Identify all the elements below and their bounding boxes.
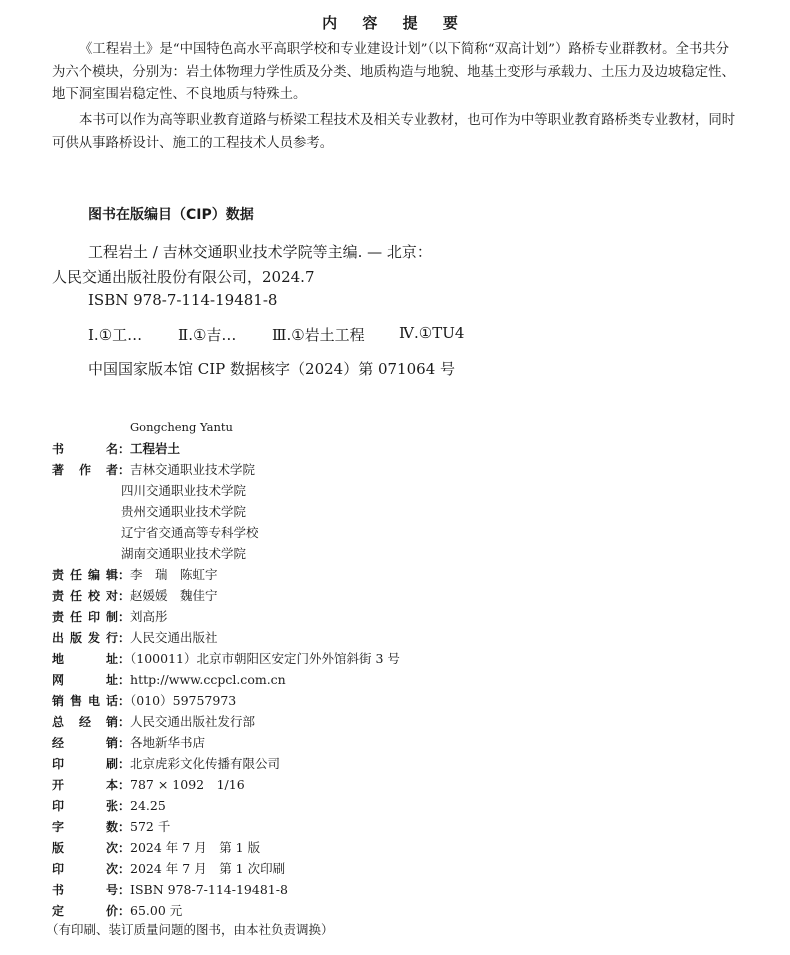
summary-paragraph xyxy=(52,110,742,155)
colophon-author: 辽宁省交通高等专科学校 xyxy=(121,525,259,540)
colophon-label: 印刷 xyxy=(52,757,118,771)
cip-heading: 图书在版编目（CIP）数据 xyxy=(88,207,254,223)
colophon-label: 印次 xyxy=(52,862,118,876)
cip-line-1: 工程岩土 / 吉林交通职业技术学院等主编. — 北京： xyxy=(88,243,432,261)
colophon-value: 人民交通出版社发行部 xyxy=(130,714,256,729)
book-title-pinyin: Gongcheng Yantu xyxy=(130,420,233,434)
colophon-label: 责任编辑 xyxy=(52,568,118,582)
colophon-row-title: 书名：工程岩土 xyxy=(52,438,180,459)
colophon-label: 经销 xyxy=(52,736,118,750)
colophon-value: （100011）北京市朝阳区安定门外外馆斜街 3 号 xyxy=(130,651,400,666)
website-link[interactable]: http://www.ccpcl.com.cn xyxy=(130,672,286,687)
cip-classification-4: Ⅳ.①TU4 xyxy=(399,324,465,342)
colophon-row-proofreader: 责任校对：赵媛媛 魏佳宁 xyxy=(52,585,218,606)
colophon-value: 24.25 xyxy=(130,798,166,813)
colophon-row-edition: 版次：2024 年 7 月 第 1 版 xyxy=(52,837,260,858)
colophon-label: 字数 xyxy=(52,820,118,834)
colophon-row-printer: 印刷：北京虎彩文化传播有限公司 xyxy=(52,753,280,774)
colophon-label: 著作者 xyxy=(52,463,118,477)
colophon-author: 四川交通职业技术学院 xyxy=(121,483,247,498)
cip-record-number: 中国国家版本馆 CIP 数据核字（2024）第 071064 号 xyxy=(88,360,456,378)
colophon-author: 贵州交通职业技术学院 xyxy=(121,504,247,519)
colophon-row-format: 开本：787 × 1092 1/16 xyxy=(52,774,245,795)
colophon-row-word-count: 字数：572 千 xyxy=(52,816,170,837)
colophon-value: 赵媛媛 魏佳宁 xyxy=(130,588,218,603)
colophon-value: 人民交通出版社 xyxy=(130,630,218,645)
colophon-label: 网址 xyxy=(52,673,118,687)
colophon-row-sheets: 印张：24.25 xyxy=(52,795,166,816)
colophon-label: 出版发行 xyxy=(52,631,118,645)
colophon-row-distributor: 总经销：人民交通出版社发行部 xyxy=(52,711,255,732)
colophon-value: 787 × 1092 1/16 xyxy=(130,777,245,792)
colophon-row-address: 地址：（100011）北京市朝阳区安定门外外馆斜街 3 号 xyxy=(52,648,400,669)
cip-classification-2: Ⅱ.①吉… xyxy=(178,326,237,344)
colophon-value: 65.00 元 xyxy=(130,903,183,918)
colophon-value: 北京虎彩文化传播有限公司 xyxy=(130,756,281,771)
colophon-value: 572 千 xyxy=(130,819,171,834)
cip-isbn: ISBN 978-7-114-19481-8 xyxy=(88,291,278,309)
colophon-label: 印张 xyxy=(52,799,118,813)
summary-paragraph xyxy=(52,39,742,107)
colophon-label: 地址 xyxy=(52,652,118,666)
colophon-label: 定价 xyxy=(52,904,118,918)
colophon-value: 各地新华书店 xyxy=(130,735,206,750)
colophon-value: 刘高彤 xyxy=(130,609,168,624)
summary-paragraph-2: 本书可以作为高等职业教育道路与桥梁工程技术及相关专业教材，也可作为中等职业教育路桥类专业教材，同时可供从事路桥设计、施工的工程技术人员参考。 xyxy=(52,113,736,151)
colophon-label: 责任校对 xyxy=(52,589,118,603)
colophon-label: 书名 xyxy=(52,442,118,456)
colophon-label: 总经销 xyxy=(52,715,118,729)
colophon-row-sales-phone: 销售电话：（010）59757973 xyxy=(52,690,236,711)
colophon-row-impression: 印次：2024 年 7 月 第 1 次印刷 xyxy=(52,858,285,879)
colophon-value: 李 瑞 陈虹宇 xyxy=(130,567,218,582)
colophon-author: 吉林交通职业技术学院 xyxy=(130,462,256,477)
colophon-label: 书号 xyxy=(52,883,118,897)
cip-classification-1: Ⅰ.①工… xyxy=(88,326,143,344)
colophon-row-retail: 经销：各地新华书店 xyxy=(52,732,205,753)
colophon-label: 版次 xyxy=(52,841,118,855)
colophon-value: 工程岩土 xyxy=(130,441,181,456)
colophon-label: 开本 xyxy=(52,778,118,792)
colophon-author: 湖南交通职业技术学院 xyxy=(121,546,247,561)
colophon-label: 销售电话 xyxy=(52,694,118,708)
colophon-value: 2024 年 7 月 第 1 版 xyxy=(130,840,261,855)
colophon-row-website: 网址：http://www.ccpcl.com.cn xyxy=(52,669,286,690)
cip-line-2: 人民交通出版社股份有限公司，2024.7 xyxy=(52,268,315,286)
colophon-value: ISBN 978-7-114-19481-8 xyxy=(130,882,288,897)
colophon-row-book-number: 书号：ISBN 978-7-114-19481-8 xyxy=(52,879,288,900)
cip-classification-3: Ⅲ.①岩土工程 xyxy=(272,326,365,344)
colophon-row-publisher: 出版发行：人民交通出版社 xyxy=(52,627,218,648)
colophon-row-authors: 著作者：吉林交通职业技术学院 xyxy=(52,459,255,480)
colophon-value: 2024 年 7 月 第 1 次印刷 xyxy=(130,861,286,876)
summary-heading: 内 容 提 要 xyxy=(322,14,468,32)
quality-notice: （有印刷、装订质量问题的图书，由本社负责调换） xyxy=(46,922,334,937)
colophon-row-editor: 责任编辑：李 瑞 陈虹宇 xyxy=(52,564,218,585)
colophon-value: （010）59757973 xyxy=(130,693,237,708)
colophon-label: 责任印制 xyxy=(52,610,118,624)
summary-paragraph-1: 《工程岩土》是“中国特色高水平高职学校和专业建设计划”（以下简称“双高计划”）路桥专业群教材。全书共分为六个模块，分别为：岩土体物理力学性质及分类、地质构造与地貌、地基土变形与承载力、土压力及边坡稳定性、地下洞室围岩稳定性、不良地质与特殊土。 xyxy=(52,42,735,102)
colophon-row-price: 定价：65.00 元 xyxy=(52,900,182,921)
colophon-row-printing-supervisor: 责任印制：刘高彤 xyxy=(52,606,168,627)
